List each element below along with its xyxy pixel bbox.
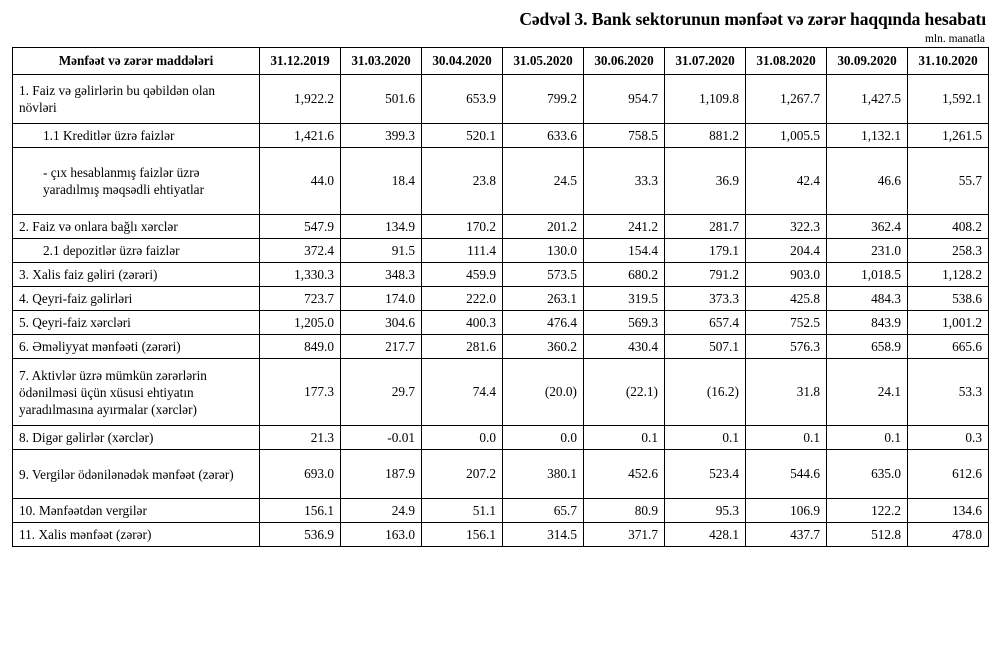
row-label: 5. Qeyri-faiz xərcləri	[13, 311, 260, 335]
column-header-date: 31.10.2020	[908, 48, 989, 75]
row-value: 0.3	[908, 426, 989, 450]
row-value: 538.6	[908, 287, 989, 311]
row-value: 21.3	[260, 426, 341, 450]
row-value: 51.1	[422, 499, 503, 523]
row-value: 791.2	[665, 263, 746, 287]
row-value: 319.5	[584, 287, 665, 311]
row-value: 1,018.5	[827, 263, 908, 287]
row-label: 9. Vergilər ödənilənədək mənfəət (zərər)	[13, 450, 260, 499]
row-value: (16.2)	[665, 359, 746, 426]
row-label: 3. Xalis faiz gəliri (zərəri)	[13, 263, 260, 287]
row-value: 693.0	[260, 450, 341, 499]
row-value: 362.4	[827, 215, 908, 239]
row-value: 111.4	[422, 239, 503, 263]
table-row	[13, 148, 989, 215]
table-row	[13, 287, 989, 311]
row-value: 1,421.6	[260, 124, 341, 148]
row-value: 204.4	[746, 239, 827, 263]
table-header-row	[13, 48, 989, 75]
row-label: 2.1 depozitlər üzrə faizlər	[13, 239, 260, 263]
row-value: 156.1	[422, 523, 503, 547]
row-value: 0.1	[665, 426, 746, 450]
row-value: 130.0	[503, 239, 584, 263]
row-value: 430.4	[584, 335, 665, 359]
row-value: 665.6	[908, 335, 989, 359]
row-value: 903.0	[746, 263, 827, 287]
row-value: 428.1	[665, 523, 746, 547]
row-value: 512.8	[827, 523, 908, 547]
row-value: 1,592.1	[908, 75, 989, 124]
row-value: 23.8	[422, 148, 503, 215]
row-value: 44.0	[260, 148, 341, 215]
row-value: 154.4	[584, 239, 665, 263]
row-value: 258.3	[908, 239, 989, 263]
row-value: 24.1	[827, 359, 908, 426]
row-value: 174.0	[341, 287, 422, 311]
row-value: 881.2	[665, 124, 746, 148]
row-value: 217.7	[341, 335, 422, 359]
row-value: 281.7	[665, 215, 746, 239]
row-value: 1,427.5	[827, 75, 908, 124]
row-label: 6. Əməliyyat mənfəəti (zərəri)	[13, 335, 260, 359]
row-value: 523.4	[665, 450, 746, 499]
row-value: 24.5	[503, 148, 584, 215]
row-value: 573.5	[503, 263, 584, 287]
row-value: 42.4	[746, 148, 827, 215]
row-value: 425.8	[746, 287, 827, 311]
row-value: 65.7	[503, 499, 584, 523]
row-value: 29.7	[341, 359, 422, 426]
row-value: 0.1	[584, 426, 665, 450]
row-value: 1,109.8	[665, 75, 746, 124]
row-value: 380.1	[503, 450, 584, 499]
row-value: 304.6	[341, 311, 422, 335]
row-value: 91.5	[341, 239, 422, 263]
row-value: 476.4	[503, 311, 584, 335]
row-value: 849.0	[260, 335, 341, 359]
row-value: 31.8	[746, 359, 827, 426]
row-value: (20.0)	[503, 359, 584, 426]
row-value: (22.1)	[584, 359, 665, 426]
column-header-label: Mənfəət və zərər maddələri	[13, 48, 260, 75]
row-value: 322.3	[746, 215, 827, 239]
row-value: 1,005.5	[746, 124, 827, 148]
row-value: 437.7	[746, 523, 827, 547]
row-value: 207.2	[422, 450, 503, 499]
row-value: 241.2	[584, 215, 665, 239]
row-value: 156.1	[260, 499, 341, 523]
row-label: 11. Xalis mənfəət (zərər)	[13, 523, 260, 547]
row-value: 653.9	[422, 75, 503, 124]
row-value: 635.0	[827, 450, 908, 499]
row-value: 80.9	[584, 499, 665, 523]
row-value: 53.3	[908, 359, 989, 426]
row-value: 520.1	[422, 124, 503, 148]
row-value: 633.6	[503, 124, 584, 148]
row-value: 399.3	[341, 124, 422, 148]
row-value: 95.3	[665, 499, 746, 523]
row-value: 501.6	[341, 75, 422, 124]
profit-loss-table	[12, 47, 989, 547]
row-value: 612.6	[908, 450, 989, 499]
row-value: 507.1	[665, 335, 746, 359]
row-value: 122.2	[827, 499, 908, 523]
table-row	[13, 499, 989, 523]
row-value: 0.0	[422, 426, 503, 450]
row-value: 723.7	[260, 287, 341, 311]
row-label: 1. Faiz və gəlirlərin bu qəbildən olan növləri	[13, 75, 260, 124]
row-value: 373.3	[665, 287, 746, 311]
row-value: 134.6	[908, 499, 989, 523]
row-value: 106.9	[746, 499, 827, 523]
row-label: 4. Qeyri-faiz gəlirləri	[13, 287, 260, 311]
row-value: 24.9	[341, 499, 422, 523]
row-value: 372.4	[260, 239, 341, 263]
column-header-date: 30.09.2020	[827, 48, 908, 75]
row-value: 201.2	[503, 215, 584, 239]
table-row	[13, 239, 989, 263]
row-value: 478.0	[908, 523, 989, 547]
row-value: 177.3	[260, 359, 341, 426]
row-value: 954.7	[584, 75, 665, 124]
row-value: 547.9	[260, 215, 341, 239]
column-header-date: 31.08.2020	[746, 48, 827, 75]
row-value: 1,132.1	[827, 124, 908, 148]
row-value: 55.7	[908, 148, 989, 215]
row-value: 222.0	[422, 287, 503, 311]
row-value: 0.0	[503, 426, 584, 450]
row-value: 1,922.2	[260, 75, 341, 124]
row-value: 371.7	[584, 523, 665, 547]
row-value: 134.9	[341, 215, 422, 239]
table-row	[13, 523, 989, 547]
row-value: 1,267.7	[746, 75, 827, 124]
column-header-date: 30.06.2020	[584, 48, 665, 75]
row-value: 348.3	[341, 263, 422, 287]
row-value: -0.01	[341, 426, 422, 450]
row-value: 576.3	[746, 335, 827, 359]
table-row	[13, 335, 989, 359]
column-header-date: 31.05.2020	[503, 48, 584, 75]
page-title: Cədvəl 3. Bank sektorunun mənfəət və zərər haqqında hesabatı	[519, 9, 986, 29]
table-row	[13, 426, 989, 450]
row-value: 408.2	[908, 215, 989, 239]
row-label: - çıx hesablanmış faizlər üzrə yaradılmış məqsədli ehtiyatlar	[13, 148, 260, 215]
column-header-date: 31.12.2019	[260, 48, 341, 75]
table-row	[13, 124, 989, 148]
table-row	[13, 450, 989, 499]
row-value: 281.6	[422, 335, 503, 359]
row-value: 0.1	[746, 426, 827, 450]
row-value: 680.2	[584, 263, 665, 287]
table-body	[13, 75, 989, 547]
row-value: 400.3	[422, 311, 503, 335]
row-value: 843.9	[827, 311, 908, 335]
column-header-date: 30.04.2020	[422, 48, 503, 75]
row-value: 0.1	[827, 426, 908, 450]
row-label: 10. Mənfəətdən vergilər	[13, 499, 260, 523]
row-value: 314.5	[503, 523, 584, 547]
table-header	[13, 48, 989, 75]
table-row	[13, 311, 989, 335]
row-value: 452.6	[584, 450, 665, 499]
table-row	[13, 263, 989, 287]
row-value: 33.3	[584, 148, 665, 215]
row-label: 1.1 Kreditlər üzrə faizlər	[13, 124, 260, 148]
row-label: 8. Digər gəlirlər (xərclər)	[13, 426, 260, 450]
row-label: 2. Faiz və onlara bağlı xərclər	[13, 215, 260, 239]
row-value: 758.5	[584, 124, 665, 148]
row-value: 484.3	[827, 287, 908, 311]
row-value: 459.9	[422, 263, 503, 287]
row-value: 263.1	[503, 287, 584, 311]
column-header-date: 31.03.2020	[341, 48, 422, 75]
row-value: 1,128.2	[908, 263, 989, 287]
row-value: 46.6	[827, 148, 908, 215]
row-value: 231.0	[827, 239, 908, 263]
row-value: 163.0	[341, 523, 422, 547]
row-value: 1,330.3	[260, 263, 341, 287]
table-row	[13, 359, 989, 426]
column-header-date: 31.07.2020	[665, 48, 746, 75]
row-value: 170.2	[422, 215, 503, 239]
unit-note: mln. manatla	[924, 33, 985, 45]
row-value: 799.2	[503, 75, 584, 124]
table-row	[13, 215, 989, 239]
row-value: 658.9	[827, 335, 908, 359]
row-value: 1,205.0	[260, 311, 341, 335]
row-value: 1,001.2	[908, 311, 989, 335]
row-value: 536.9	[260, 523, 341, 547]
row-value: 657.4	[665, 311, 746, 335]
row-value: 569.3	[584, 311, 665, 335]
row-value: 1,261.5	[908, 124, 989, 148]
row-value: 752.5	[746, 311, 827, 335]
row-value: 179.1	[665, 239, 746, 263]
row-value: 187.9	[341, 450, 422, 499]
table-row	[13, 75, 989, 124]
row-value: 74.4	[422, 359, 503, 426]
row-label: 7. Aktivlər üzrə mümkün zərərlərin ödənilməsi üçün xüsusi ehtiyatın yaradılmasına ayırmalar (xərclər)	[13, 359, 260, 426]
row-value: 360.2	[503, 335, 584, 359]
row-value: 18.4	[341, 148, 422, 215]
row-value: 544.6	[746, 450, 827, 499]
row-value: 36.9	[665, 148, 746, 215]
